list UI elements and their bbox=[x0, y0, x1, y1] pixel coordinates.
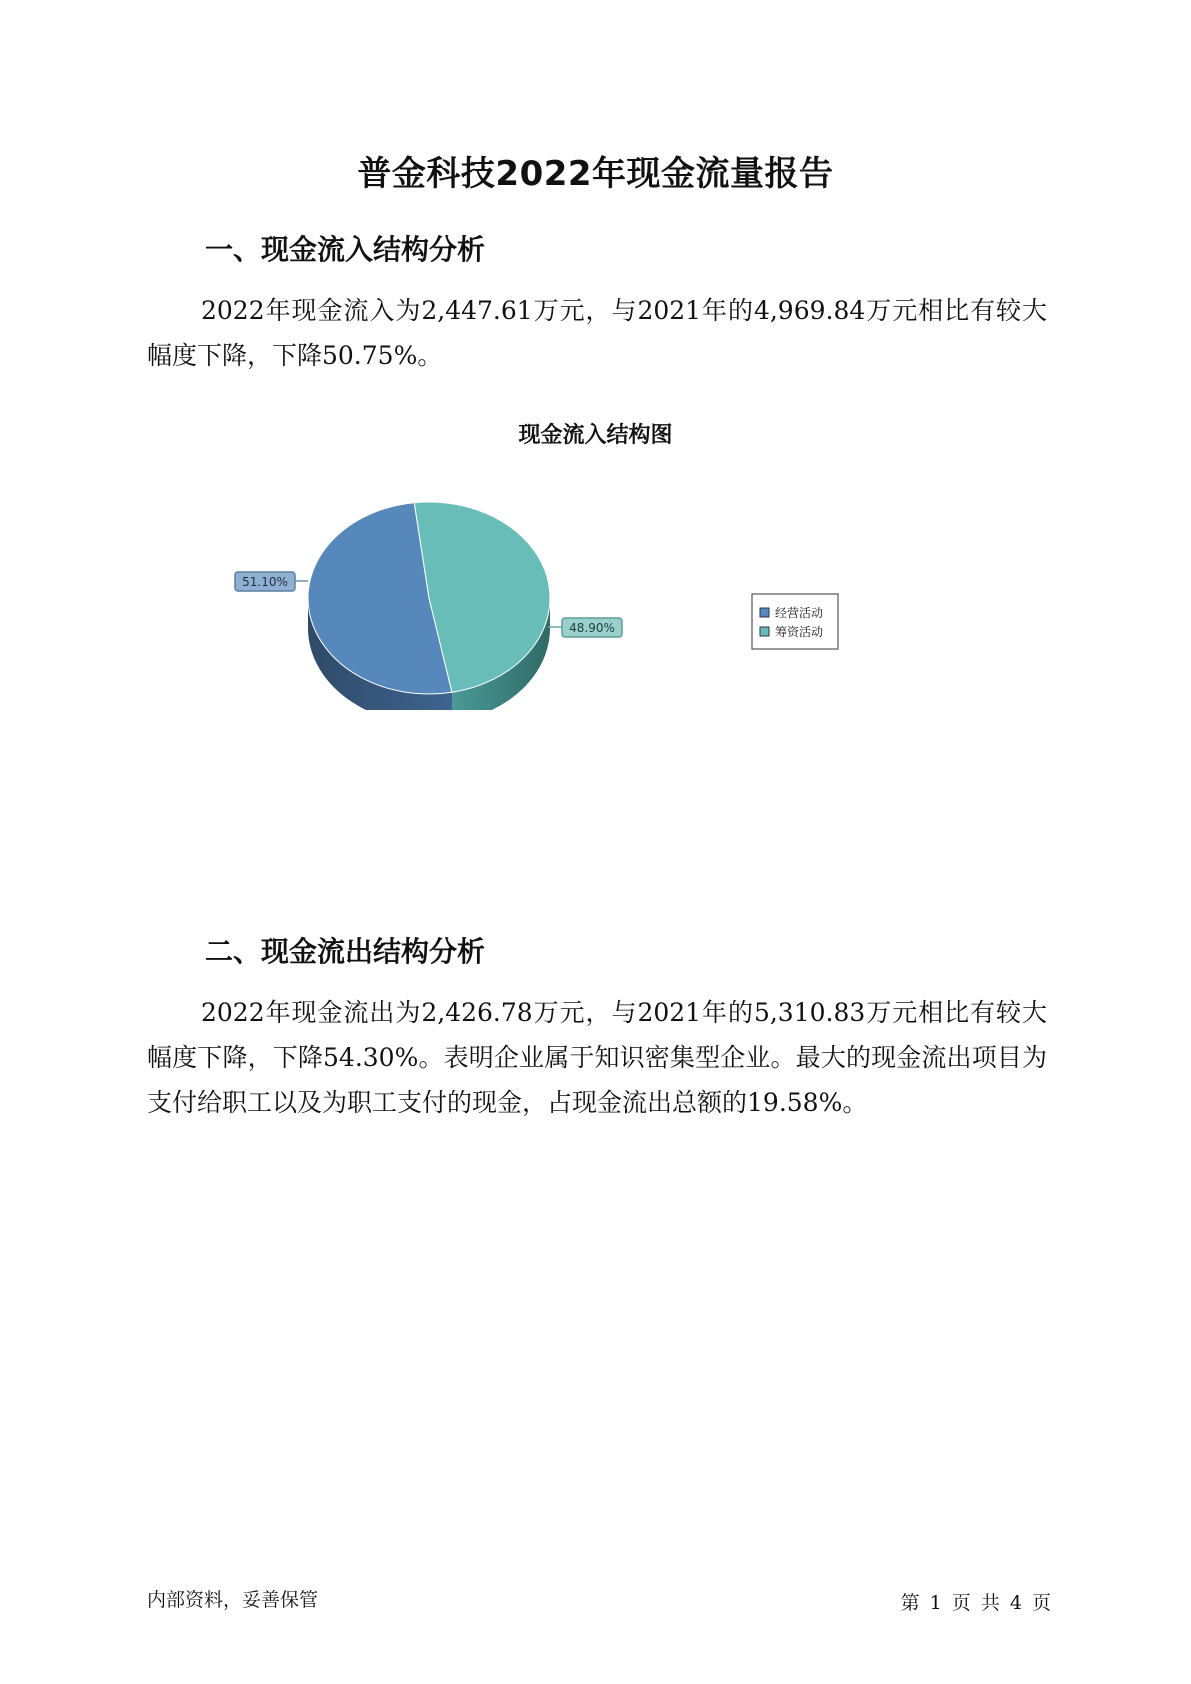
slice-label-1: 51.10% bbox=[242, 575, 288, 589]
legend-label-1: 经营活动 bbox=[775, 606, 824, 620]
legend-box bbox=[752, 594, 838, 649]
page-title: 普金科技2022年现金流量报告 bbox=[357, 154, 834, 194]
pie-plot-area bbox=[308, 502, 550, 710]
section1-heading: 一、现金流入结构分析 bbox=[205, 233, 486, 266]
slice-label-2: 48.90% bbox=[569, 621, 615, 635]
chart-legend bbox=[752, 594, 838, 649]
chart-title: 现金流入结构图 bbox=[518, 423, 673, 448]
legend-swatch-1 bbox=[760, 608, 769, 617]
section2-paragraph: 2022年现金流出为2,426.78万元，与2021年的5,310.83万元相比有较大幅度下降，下降54.30%。表明企业属于知识密集型企业。最大的现金流出项目为支付给职工以及为职工支付的现金，占现金流出总额的19.58%。 bbox=[147, 998, 1047, 1117]
section1-paragraph: 2022年现金流入为2,447.61万元，与2021年的4,969.84万元相比有较大幅度下降，下降50.75%。 bbox=[147, 296, 1047, 370]
footer-page-number: 第 1 页 共 4 页 bbox=[900, 1592, 1051, 1614]
legend-swatch-2 bbox=[760, 627, 769, 636]
footer-confidential-note: 内部资料，妥善保管 bbox=[147, 1589, 319, 1611]
section2-heading: 二、现金流出结构分析 bbox=[205, 935, 486, 968]
legend-label-2: 筹资活动 bbox=[775, 625, 824, 639]
cash-inflow-pie-chart bbox=[0, 470, 1191, 710]
